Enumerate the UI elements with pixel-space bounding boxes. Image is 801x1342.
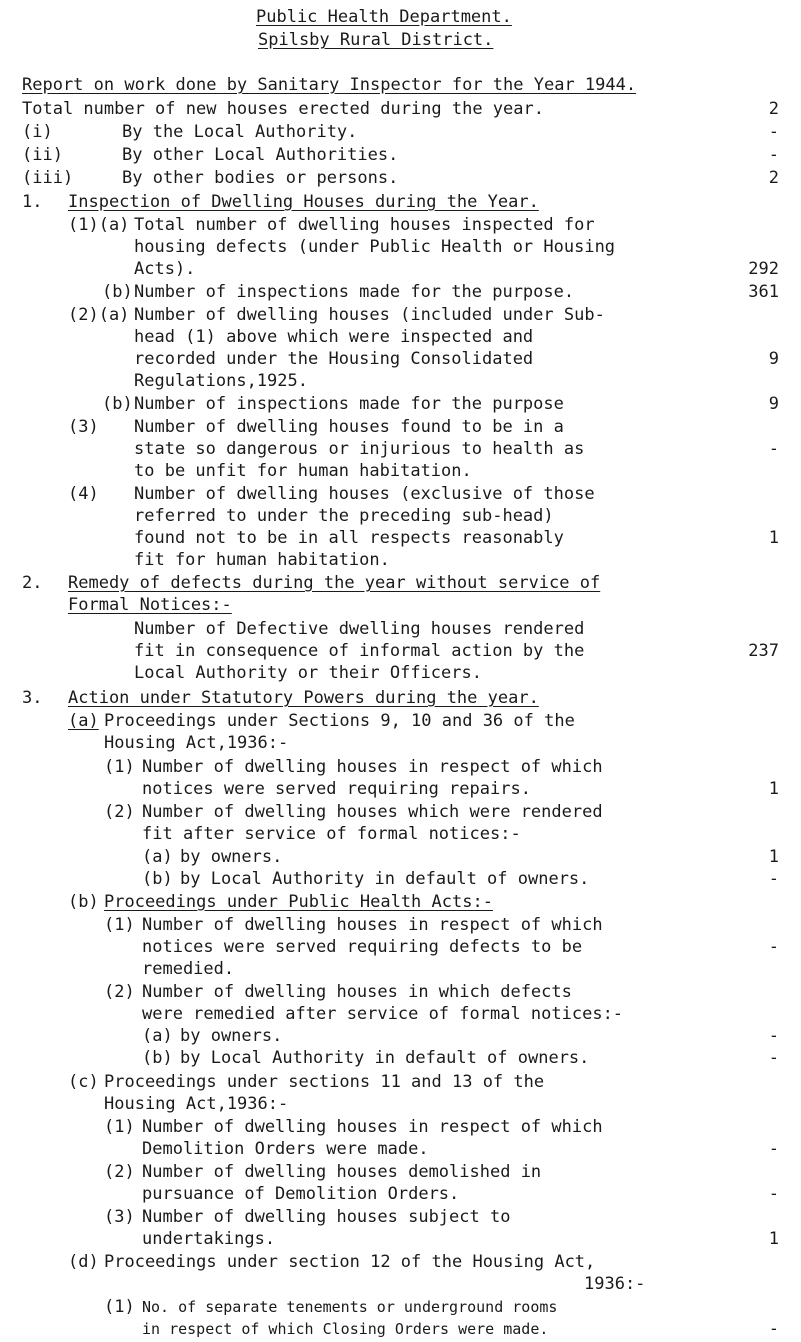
item-number: (a) — [142, 847, 173, 867]
inspections-line: Number of inspections made for the purpose. — [134, 282, 575, 302]
unfit-houses-value: - — [768, 439, 779, 459]
unfit-houses-line: to be unfit for human habitation. — [134, 461, 472, 481]
item-number: (2) — [104, 802, 135, 822]
public-health-acts-heading: Proceedings under Public Health Acts:- — [104, 892, 493, 912]
informal-action-line: Local Authority or their Officers. — [134, 663, 482, 683]
proceedings-housing-line: Housing Act,1936:- — [104, 733, 289, 753]
defects-remedied-line: were remedied after service of formal notices:- — [142, 1004, 624, 1024]
item-number: (3) — [68, 417, 99, 437]
item-number: (a) — [68, 711, 99, 731]
item-number: (b) — [142, 1048, 173, 1068]
inspected-houses-value: 292 — [748, 259, 779, 279]
informal-action-line: Number of Defective dwelling houses rendered — [134, 619, 585, 639]
item-number: (b) — [142, 869, 173, 889]
item-number: (a) — [142, 1026, 173, 1046]
houses-by-other-authorities: By other Local Authorities. — [122, 145, 399, 165]
sections-11-13-line: Proceedings under sections 11 and 13 of the — [104, 1072, 545, 1092]
informal-action-value: 237 — [748, 641, 779, 661]
section-12-line: Proceedings under section 12 of the Housing Act, — [104, 1252, 596, 1272]
item-number: (1) — [104, 1297, 135, 1317]
demolition-orders-line: Demolition Orders were made. — [142, 1139, 429, 1159]
by-local-authority-value: - — [768, 869, 779, 889]
section-number: 3. — [22, 688, 43, 708]
houses-total-label: Total number of new houses erected during the year. — [22, 99, 544, 119]
item-number: (1) — [104, 915, 135, 935]
defects-notice-line: remedied. — [142, 959, 235, 979]
section-1-heading: Inspection of Dwelling Houses during the Year. — [68, 192, 539, 212]
by-owners-line: by owners. — [180, 847, 283, 867]
inspected-houses-line: Total number of dwelling houses inspected for — [134, 215, 595, 235]
houses-by-other-bodies: By other bodies or persons. — [122, 168, 399, 188]
closing-orders-made-line: in respect of which Closing Orders were made. — [142, 1320, 549, 1338]
inspections-value: 361 — [748, 282, 779, 302]
inspections-value: 9 — [768, 394, 779, 414]
department-heading: Public Health Department. — [256, 7, 512, 27]
by-local-authority-line: by Local Authority in default of owners. — [180, 1048, 590, 1068]
proceedings-housing-line: Proceedings under Sections 9, 10 and 36 of the — [104, 711, 575, 731]
inspections-line: Number of inspections made for the purpose — [134, 394, 564, 414]
repairs-notice-line: Number of dwelling houses in respect of which — [142, 757, 603, 777]
inspected-houses-line: housing defects (under Public Health or Housing — [134, 237, 616, 257]
demolition-orders-value: - — [768, 1139, 779, 1159]
houses-by-local-authority: By the Local Authority. — [122, 122, 358, 142]
item-number: (b) — [68, 892, 99, 912]
district-heading: Spilsby Rural District. — [258, 30, 494, 50]
item-number: (b) — [102, 282, 133, 302]
section-number: 1. — [22, 192, 43, 212]
item-number: (2) — [104, 1162, 135, 1182]
demolition-orders-line: Number of dwelling houses in respect of which — [142, 1117, 603, 1137]
undertakings-line: undertakings. — [142, 1229, 276, 1249]
section-3-heading: Action under Statutory Powers during the year. — [68, 688, 539, 708]
rendered-fit-line: Number of dwelling houses which were rendered — [142, 802, 603, 822]
item-number: (2)(a) — [68, 305, 130, 325]
item-number: (c) — [68, 1072, 99, 1092]
not-fit-houses-line: found not to be in all respects reasonably — [134, 528, 564, 548]
rendered-fit-line: fit after service of formal notices:- — [142, 824, 521, 844]
item-number: (3) — [104, 1207, 135, 1227]
closing-orders-made-value: - — [768, 1319, 779, 1339]
inspected-houses-line: Acts). — [134, 259, 196, 279]
consolidated-regs-line: Regulations,1925. — [134, 371, 308, 391]
undertakings-value: 1 — [768, 1229, 779, 1249]
not-fit-houses-value: 1 — [768, 528, 779, 548]
item-number: (4) — [68, 484, 99, 504]
item-number: (1)(a) — [68, 215, 130, 235]
consolidated-regs-value: 9 — [768, 349, 779, 369]
item-number: (1) — [104, 757, 135, 777]
closing-orders-made-line: No. of separate tenements or underground rooms — [142, 1298, 558, 1316]
defects-notice-line: Number of dwelling houses in respect of which — [142, 915, 603, 935]
consolidated-regs-line: head (1) above which were inspected and — [134, 327, 534, 347]
defects-notice-value: - — [768, 937, 779, 957]
not-fit-houses-line: referred to under the preceding sub-head) — [134, 506, 554, 526]
consolidated-regs-line: recorded under the Housing Consolidated — [134, 349, 534, 369]
by-owners-line: by owners. — [180, 1026, 283, 1046]
houses-by-other-authorities-value: - — [768, 145, 779, 165]
item-number: (iii) — [22, 168, 74, 188]
defects-remedied-line: Number of dwelling houses in which defects — [142, 982, 572, 1002]
item-number: (2) — [104, 982, 135, 1002]
houses-by-other-bodies-value: 2 — [768, 168, 779, 188]
by-local-authority-value: - — [768, 1048, 779, 1068]
defects-notice-line: notices were served requiring defects to be — [142, 937, 583, 957]
not-fit-houses-line: fit for human habitation. — [134, 550, 390, 570]
section-2-heading: Formal Notices:- — [68, 595, 232, 615]
consolidated-regs-line: Number of dwelling houses (included under Sub- — [134, 305, 605, 325]
houses-total-value: 2 — [768, 99, 779, 119]
item-number: (b) — [102, 394, 133, 414]
sections-11-13-line: Housing Act,1936:- — [104, 1094, 289, 1114]
informal-action-line: fit in consequence of informal action by the — [134, 641, 585, 661]
section-12-line: 1936:- — [584, 1274, 646, 1294]
item-number: (i) — [22, 122, 53, 142]
houses-by-local-authority-value: - — [768, 122, 779, 142]
unfit-houses-line: state so dangerous or injurious to health as — [134, 439, 585, 459]
section-number: 2. — [22, 573, 43, 593]
item-number: (ii) — [22, 145, 63, 165]
item-number: (d) — [68, 1252, 99, 1272]
item-number: (1) — [104, 1117, 135, 1137]
section-2-heading: Remedy of defects during the year without service of — [68, 573, 601, 593]
by-owners-value: - — [768, 1026, 779, 1046]
by-local-authority-line: by Local Authority in default of owners. — [180, 869, 590, 889]
report-title: Report on work done by Sanitary Inspector for the Year 1944. — [22, 75, 637, 95]
by-owners-value: 1 — [768, 847, 779, 867]
unfit-houses-line: Number of dwelling houses found to be in a — [134, 417, 564, 437]
repairs-notice-value: 1 — [768, 779, 779, 799]
undertakings-line: Number of dwelling houses subject to — [142, 1207, 511, 1227]
not-fit-houses-line: Number of dwelling houses (exclusive of those — [134, 484, 595, 504]
houses-demolished-value: - — [768, 1184, 779, 1204]
houses-demolished-line: Number of dwelling houses demolished in — [142, 1162, 542, 1182]
repairs-notice-line: notices were served requiring repairs. — [142, 779, 531, 799]
houses-demolished-line: pursuance of Demolition Orders. — [142, 1184, 460, 1204]
